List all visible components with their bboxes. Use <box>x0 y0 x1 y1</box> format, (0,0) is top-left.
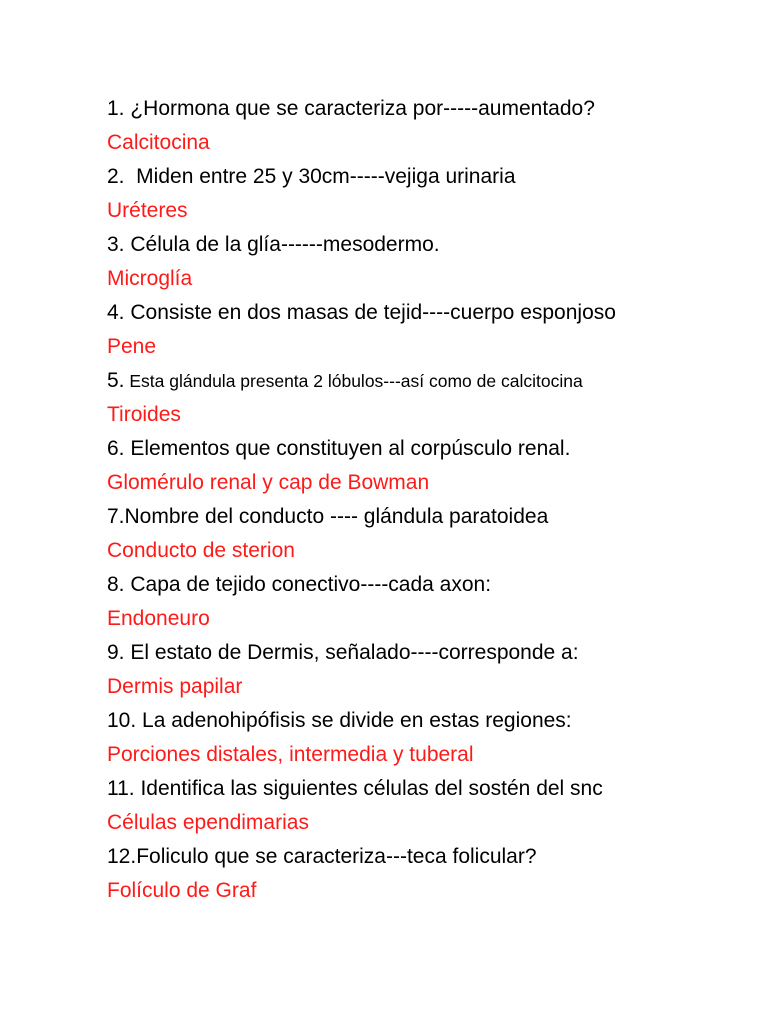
answer-3: Microglía <box>107 267 193 290</box>
question-7: 7.Nombre del conducto ---- glándula paratoidea <box>107 505 549 528</box>
answer-8: Endoneuro <box>107 607 210 630</box>
answer-12: Folículo de Graf <box>107 879 257 902</box>
answer-5: Tiroides <box>107 403 181 426</box>
answer-11: Células ependimarias <box>107 811 309 834</box>
question-5-number: 5. <box>107 369 125 392</box>
answer-9: Dermis papilar <box>107 675 243 698</box>
question-2: 2. Miden entre 25 y 30cm-----vejiga urinaria <box>107 165 516 188</box>
answer-10: Porciones distales, intermedia y tuberal <box>107 743 474 766</box>
question-10: 10. La adenohipófisis se divide en estas regiones: <box>107 709 572 732</box>
answer-4: Pene <box>107 335 157 358</box>
question-5-text: Esta glándula presenta 2 lóbulos---así como de calcitocina <box>124 371 583 391</box>
question-8: 8. Capa de tejido conectivo----cada axon: <box>107 573 492 596</box>
question-6: 6. Elementos que constituyen al corpúsculo renal. <box>107 437 571 460</box>
question-4: 4. Consiste en dos masas de tejid----cuerpo esponjoso <box>107 301 616 324</box>
question-12: 12.Foliculo que se caracteriza---teca folicular? <box>107 845 537 868</box>
question-11: 11. Identifica las siguientes células del sostén del snc <box>107 777 603 800</box>
question-5 <box>107 364 747 398</box>
question-1: 1. ¿Hormona que se caracteriza por-----aumentado? <box>107 97 595 120</box>
answer-7: Conducto de sterion <box>107 539 295 562</box>
question-answer-list <box>107 92 747 908</box>
answer-2: Uréteres <box>107 199 188 222</box>
question-3: 3. Célula de la glía------mesodermo. <box>107 233 440 256</box>
question-9: 9. El estato de Dermis, señalado----corresponde a: <box>107 641 579 664</box>
answer-6: Glomérulo renal y cap de Bowman <box>107 471 430 494</box>
answer-1: Calcitocina <box>107 131 210 154</box>
